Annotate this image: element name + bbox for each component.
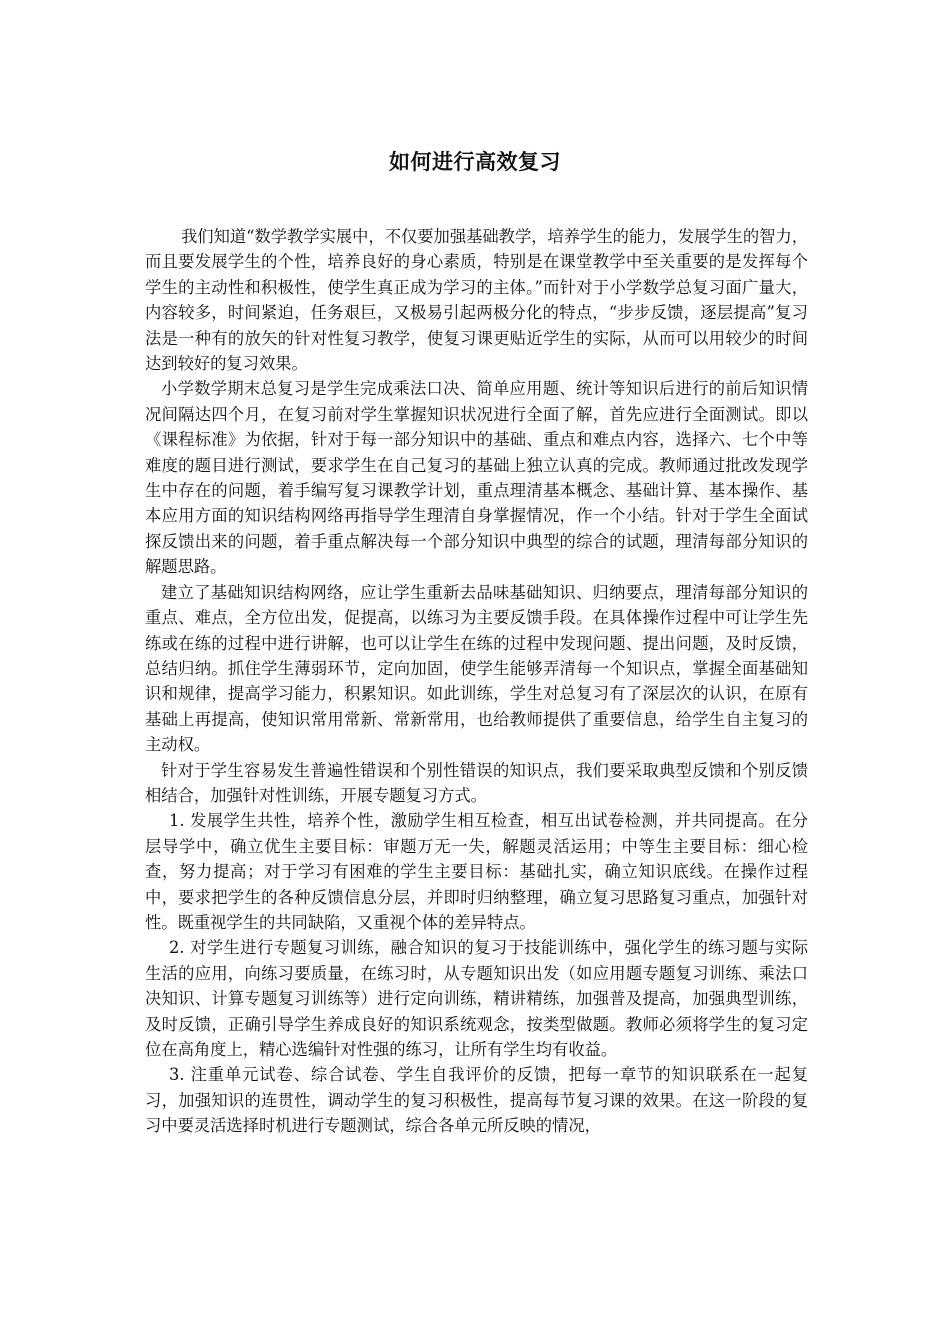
- paragraph-point-3: 3. 注重单元试卷、综合试卷、学生自我评价的反馈，把每一章节的知识联系在一起复习，加强知识的连贯性，调动学生的复习积极性，提高每节复习课的效果。在这一阶段的复习中要灵活选择时机进行专题测试，综合各单元所反映的情况，: [145, 1065, 808, 1136]
- document-title: 如何进行高效复习: [389, 150, 561, 174]
- paragraph-point-2: 2. 对学生进行专题复习训练，融合知识的复习于技能训练中，强化学生的练习题与实际生活的应用，向练习要质量，在练习时，从专题知识出发（如应用题专题复习训练、乘法口决知识、计算专题复习训练等）进行定向训练，精讲精练，加强普及提高，加强典型训练，及时反馈，正确引导学生养成良好的知识系统观念，按类型做题。教师必须将学生的复习定位在高角度上，精心选编针对性强的练习，让所有学生均有收益。: [145, 938, 808, 1059]
- document-body: [145, 224, 808, 1139]
- paragraph-point-1: 1. 发展学生共性，培养个性，激励学生相互检查，相互出试卷检测，并共同提高。在分层导学中，确立优生主要目标：审题万无一失，解题灵活运用；中等生主要目标：细心检查，努力提高；对于学习有困难的学生主要目标：基础扎实，确立知识底线。在操作过程中，要求把学生的各种反馈信息分层，并即时归纳整理，确立复习思路复习重点，加强针对性。既重视学生的共同缺陷，又重视个体的差异特点。: [145, 811, 808, 932]
- paragraph-feedback-approach: 针对于学生容易发生普遍性错误和个别性错误的知识点，我们要采取典型反馈和个别反馈相结合，加强针对性训练，开展专题复习方式。: [145, 760, 808, 805]
- paragraph-intro: 我们知道“数学教学实展中，不仅要加强基础教学，培养学生的能力，发展学生的智力，而且要发展学生的个性，培养良好的身心素质，特别是在课堂教学中至关重要的是发挥每个学生的主动性和积极性，使学生真正成为学习的主体。”而针对于小学数学总复习面广量大，内容较多，时间紧迫，任务艰巨，又极易引起两极分化的特点，“步步反馈，逐层提高”复习法是一种有的放矢的针对性复习教学，使复习课更贴近学生的实际，从而可以用较少的时间达到较好的复习效果。: [145, 227, 809, 374]
- paragraph-final-review-testing: 小学数学期末总复习是学生完成乘法口决、简单应用题、统计等知识后进行的前后知识情况间隔达四个月，在复习前对学生掌握知识状况进行全面了解，首先应进行全面测试。即以《课程标准》为依据，针对于每一部分知识中的基础、重点和难点内容，选择六、七个中等难度的题目进行测试，要求学生在自己复习的基础上独立认真的完成。教师通过批改发现学生中存在的问题，着手编写复习课教学计划，重点理清基本概念、基础计算、基本操作、基本应用方面的知识结构网络再指导学生理清自身掌握情况，作一个小结。针对于学生全面试探反馈出来的问题，着手重点解决每一个部分知识中典型的综合的试题，理清每部分知识的解题思路。: [145, 379, 808, 577]
- paragraph-knowledge-network: 建立了基础知识结构网络，应让学生重新去品味基础知识、归纳要点，理清每部分知识的重点、难点，全方位出发，促提高，以练习为主要反馈手段。在具体操作过程中可让学生先练或在练的过程中进行讲解，也可以让学生在练的过程中发现问题、提出问题，及时反馈，总结归纳。抓住学生薄弱环节，定向加固，使学生能够弄清每一个知识点，掌握全面基础知识和规律，提高学习能力，积累知识。如此训练，学生对总复习有了深层次的认识，在原有基础上再提高，使知识常用常新、常新常用，也给教师提供了重要信息，给学生自主复习的主动权。: [145, 582, 808, 755]
